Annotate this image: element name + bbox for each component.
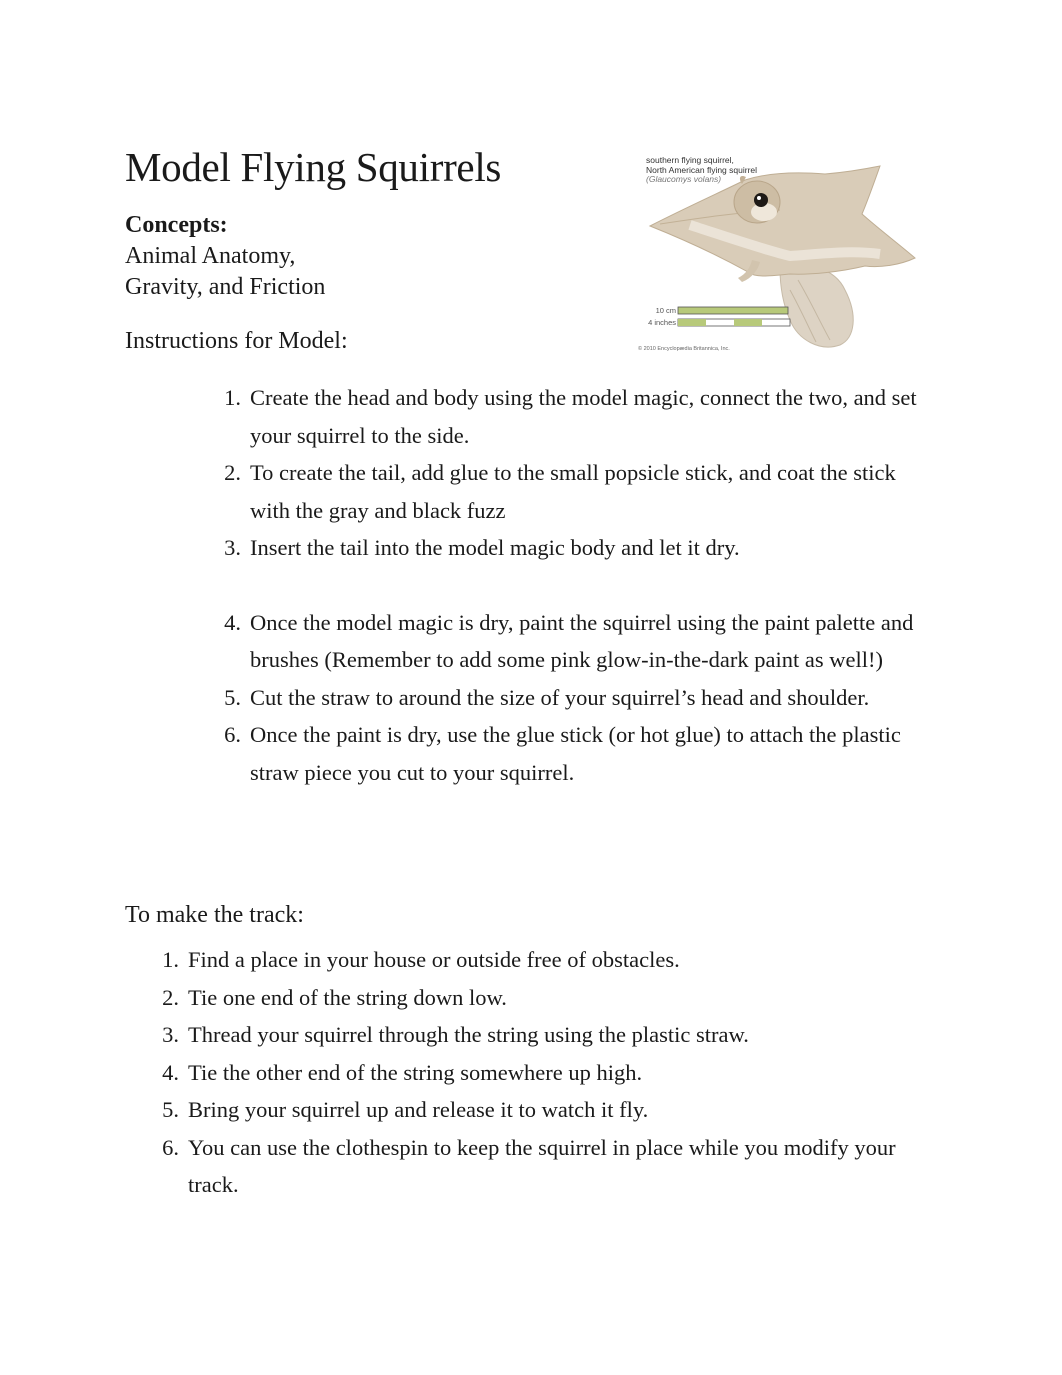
list-item-text: Create the head and body using the model magic, connect the two, and set your squirrel to the side.	[250, 385, 917, 448]
caption-latin-name: (Glaucomys volans)	[646, 174, 722, 184]
list-item-text: Once the model magic is dry, paint the squirrel using the paint palette and brushes (Remember to add some pink glow-in-the-dark paint as well!)	[250, 609, 914, 672]
list-item	[157, 979, 947, 1017]
list-number: 1.	[162, 947, 179, 972]
list-number: 2.	[224, 460, 241, 485]
list-item-text: You can use the clothespin to keep the squirrel in place while you modify your track.	[188, 1134, 896, 1197]
list-item	[219, 604, 939, 679]
list-item-text: To create the tail, add glue to the small popsicle stick, and coat the stick with the gray and black fuzz	[250, 460, 896, 523]
list-item	[219, 679, 939, 717]
model-instructions-list	[219, 379, 939, 791]
list-item-text: Thread your squirrel through the string using the plastic straw.	[188, 1022, 749, 1047]
track-instructions-list	[157, 941, 947, 1204]
list-number: 5.	[162, 1097, 179, 1122]
list-item	[219, 716, 939, 791]
concepts-heading: Concepts:	[125, 212, 228, 238]
list-number: 3.	[162, 1022, 179, 1047]
list-item	[219, 454, 939, 529]
list-item-text: Tie one end of the string down low.	[188, 984, 507, 1010]
squirrel-body	[650, 166, 915, 276]
list-item	[219, 379, 939, 454]
model-instructions-heading: Instructions for Model:	[125, 328, 348, 354]
list-item-text: Bring your squirrel up and release it to watch it fly.	[188, 1097, 649, 1122]
list-number: 5.	[224, 684, 241, 710]
list-item-text: Tie the other end of the string somewhere up high.	[188, 1059, 643, 1085]
flying-squirrel-illustration	[630, 150, 940, 355]
list-item-text: Find a place in your house or outside free of obstacles.	[188, 947, 680, 972]
list-item	[157, 1054, 947, 1092]
caption-alt-name: North American flying squirrel	[646, 164, 758, 175]
list-item	[157, 1129, 947, 1204]
list-number: 1.	[224, 385, 241, 410]
scale-bar-cm	[678, 307, 788, 314]
list-item-text: Once the paint is dry, use the glue stick (or hot glue) to attach the plastic straw piece you cut to your squirrel.	[250, 722, 901, 785]
list-number: 4.	[224, 609, 241, 635]
squirrel-eye	[754, 193, 768, 207]
scale-label-cm: 10 cm	[655, 306, 676, 315]
list-item	[157, 1016, 947, 1054]
flying-squirrel-drawing	[630, 150, 940, 355]
list-item	[157, 1091, 947, 1129]
list-number: 6.	[162, 1134, 179, 1160]
concepts-section	[125, 210, 325, 303]
list-item	[219, 529, 939, 567]
figure-copyright: © 2010 Encyclopædia Britannica, Inc.	[638, 346, 730, 352]
list-number: 4.	[162, 1059, 179, 1085]
track-instructions-heading: To make the track:	[125, 902, 304, 928]
concept-item: Gravity, and Friction	[125, 274, 326, 300]
list-item-text: Insert the tail into the model magic body and let it dry.	[250, 535, 740, 560]
list-number: 3.	[224, 535, 241, 560]
list-number: 2.	[162, 984, 179, 1010]
caption-common-name: southern flying squirrel,	[646, 155, 734, 165]
list-number: 6.	[224, 722, 241, 747]
list-item	[157, 941, 947, 979]
scale-label-inches: 4 inches	[648, 318, 676, 327]
list-item-text: Cut the straw to around the size of your squirrel’s head and shoulder.	[250, 684, 870, 710]
squirrel-tail	[780, 265, 853, 347]
concept-item: Animal Anatomy,	[125, 243, 296, 269]
page-title: Model Flying Squirrels	[125, 144, 502, 190]
